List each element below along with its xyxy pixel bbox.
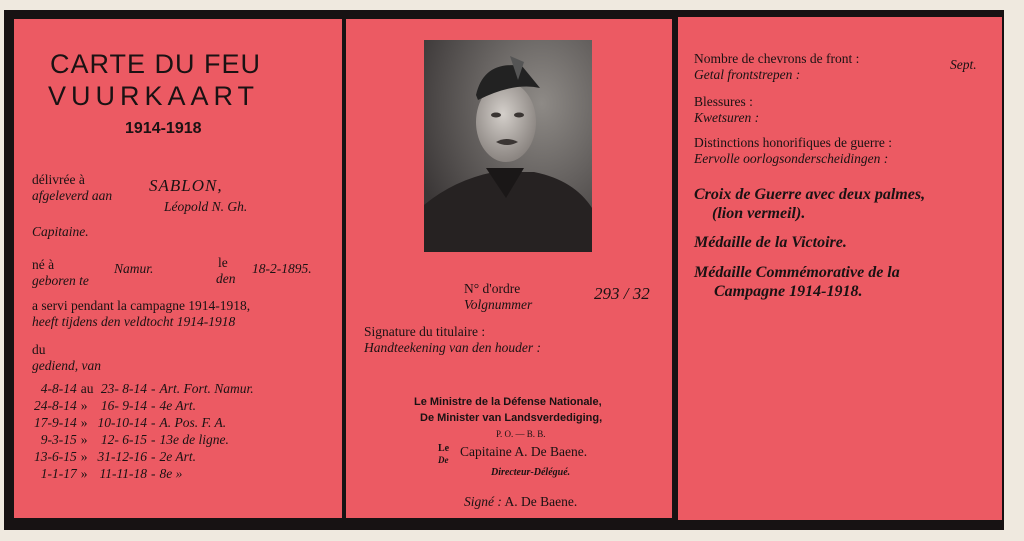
service-row	[32, 414, 256, 431]
signed-name: A. De Baene.	[504, 494, 578, 509]
service-dash: -	[151, 432, 156, 447]
service-separator: »	[80, 398, 88, 413]
portrait-photo	[424, 40, 592, 252]
honor-victory-medal: Médaille de la Victoire.	[694, 234, 847, 251]
signed-label: Signé :	[464, 494, 502, 509]
order-label-fr: N° d'ordre	[464, 281, 521, 296]
service-dash: -	[151, 398, 156, 413]
service-to: 31-12-16	[97, 449, 147, 464]
signature-panel	[346, 19, 672, 518]
service-row	[32, 465, 256, 482]
title-years: 1914-1918	[125, 120, 202, 137]
fire-card	[4, 10, 1004, 530]
service-from: 4-8-14	[40, 381, 77, 396]
service-dash: -	[151, 466, 156, 481]
service-dash: -	[151, 449, 156, 464]
service-unit: 2e Art.	[159, 449, 196, 464]
title-dutch: VUURKAART	[48, 81, 260, 111]
service-unit: 4e Art.	[159, 398, 196, 413]
signature-label-fr: Signature du titulaire :	[364, 324, 486, 339]
service-unit: 8e »	[159, 466, 183, 481]
service-unit: 13e de ligne.	[159, 432, 229, 447]
service-from: 13-6-15	[34, 449, 77, 464]
chevrons-label-fr: Nombre de chevrons de front :	[694, 51, 860, 66]
minister-title-nl: De Minister van Landsverdediging,	[420, 412, 603, 424]
served-text-fr: a servi pendant la campagne 1914-1918,	[32, 298, 251, 313]
holder-panel	[14, 19, 342, 518]
service-from: 17-9-14	[34, 415, 77, 430]
service-separator: »	[80, 449, 88, 464]
service-from: 9-3-15	[40, 432, 77, 447]
honor-croix-de-guerre-detail: (lion vermeil).	[712, 205, 806, 222]
served-text-nl: heeft tijdens den veldtocht 1914-1918	[32, 314, 236, 329]
service-to: 10-10-14	[97, 415, 147, 430]
order-number: 293 / 32	[594, 284, 650, 303]
birth-date: 18-2-1895.	[252, 261, 312, 276]
service-separator: »	[80, 432, 88, 447]
de-label: De	[438, 455, 449, 465]
from-label-fr: du	[32, 342, 46, 357]
service-to: 11-11-18	[99, 466, 147, 481]
service-unit: Art. Fort. Namur.	[159, 381, 254, 396]
honor-commemorative-medal: Médaille Commémorative de la	[694, 264, 900, 281]
per-order: P. O. — B. B.	[496, 429, 546, 439]
signature-label-nl: Handteekening van den houder :	[364, 340, 541, 355]
delivered-label-fr: délivrée à	[32, 172, 85, 187]
service-from: 24-8-14	[34, 398, 77, 413]
service-dash: -	[151, 415, 156, 430]
wounds-label-fr: Blessures :	[694, 94, 753, 109]
wounds-label-nl: Kwetsuren :	[694, 110, 760, 125]
honor-commemorative-medal-detail: Campagne 1914-1918.	[714, 283, 863, 300]
chevrons-value: Sept.	[950, 57, 977, 72]
service-row	[32, 431, 256, 448]
service-row	[32, 397, 256, 414]
signed-line	[464, 494, 577, 510]
le-label: Le	[438, 443, 450, 454]
holder-surname: SABLON,	[149, 176, 223, 195]
born-label-fr: né à	[32, 257, 55, 272]
service-row	[32, 380, 256, 397]
service-unit: A. Pos. F. A.	[159, 415, 227, 430]
born-label-nl: geboren te	[32, 273, 89, 288]
birthplace: Namur.	[114, 261, 154, 276]
date-label-nl: den	[216, 271, 236, 286]
honors-label-fr: Distinctions honorifiques de guerre :	[694, 135, 892, 150]
honors-panel	[678, 17, 1002, 520]
service-dash: -	[151, 381, 156, 396]
service-to: 16- 9-14	[100, 398, 147, 413]
captain-name: Capitaine A. De Baene.	[460, 444, 588, 459]
service-separator: »	[80, 415, 88, 430]
holder-rank: Capitaine.	[32, 224, 89, 239]
minister-title-fr: Le Ministre de la Défense Nationale,	[414, 396, 602, 408]
service-table	[32, 380, 256, 482]
service-row	[32, 448, 256, 465]
service-to: 12- 6-15	[100, 432, 147, 447]
service-to: 23- 8-14	[100, 381, 147, 396]
holder-given-names: Léopold N. Gh.	[164, 199, 248, 214]
service-separator: »	[80, 466, 88, 481]
chevrons-label-nl: Getal frontstrepen :	[694, 67, 801, 82]
honors-label-nl: Eervolle oorlogsonderscheidingen :	[694, 151, 889, 166]
service-separator: au	[80, 381, 94, 396]
service-from: 1-1-17	[40, 466, 77, 481]
delivered-label-nl: afgeleverd aan	[32, 188, 113, 203]
date-label-fr: le	[218, 255, 228, 270]
order-label-nl: Volgnummer	[464, 297, 533, 312]
title-french: CARTE DU FEU	[50, 49, 262, 79]
honor-croix-de-guerre: Croix de Guerre avec deux palmes,	[694, 186, 926, 203]
from-label-nl: gediend, van	[32, 358, 101, 373]
director-title: Directeur-Délégué.	[491, 467, 571, 478]
